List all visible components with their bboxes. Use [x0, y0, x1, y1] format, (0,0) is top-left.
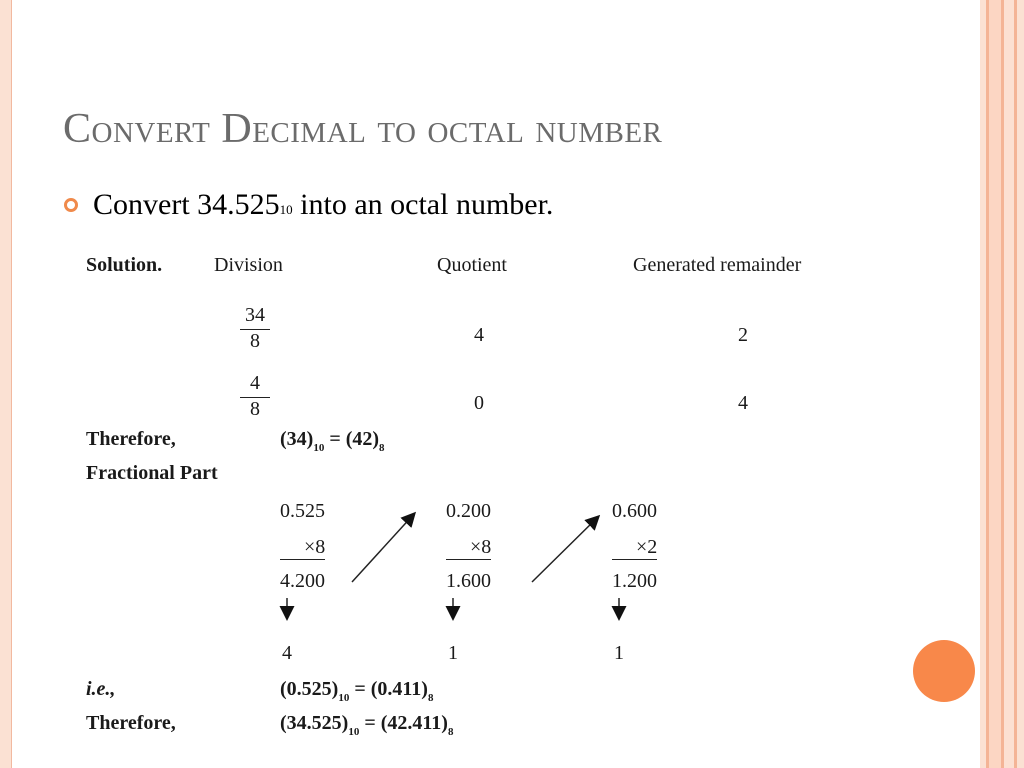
frac-mult-3: ×2 [612, 536, 657, 560]
question-text: Convert 34.52510 into an octal number. [93, 188, 554, 221]
frac-value-2: 0.200 [446, 500, 491, 522]
frac-result-2: 1.600 [446, 570, 491, 592]
therefore-label-1: Therefore, [86, 428, 176, 450]
division-fraction-2: $\frac{4}{8}$ [240, 372, 270, 421]
remainder-2: 4 [738, 392, 748, 414]
frac-digit-1: 4 [282, 642, 292, 664]
diag-arrow-2 [532, 517, 598, 582]
solution-label: Solution. [86, 254, 163, 276]
quotient-2: 0 [474, 392, 484, 414]
decorative-orange-circle [913, 640, 975, 702]
frac-value-3: 0.600 [612, 500, 657, 522]
frac-value-1: 0.525 [280, 500, 325, 522]
remainder-1: 2 [738, 324, 748, 346]
frac-digit-2: 1 [448, 642, 458, 664]
header-remainder: Generated remainder [633, 254, 802, 276]
fractional-part-label: Fractional Part [86, 462, 218, 484]
frac-result-1: 4.200 [280, 570, 325, 592]
division-fraction-1: $\frac{34}{8}$ [240, 304, 270, 353]
diag-arrow-1 [352, 514, 414, 582]
ie-equation: $(0.525)_{10} = (0.411)_8$ [280, 678, 434, 704]
therefore-label-2: Therefore, [86, 712, 176, 734]
ie-label: i.e., [86, 678, 116, 700]
header-division: Division [214, 254, 283, 276]
frac-result-3: 1.200 [612, 570, 657, 592]
header-quotient: Quotient [437, 254, 507, 276]
frac-mult-2: ×8 [446, 536, 491, 560]
quotient-1: 4 [474, 324, 484, 346]
frac-mult-1: ×8 [280, 536, 325, 560]
slide-title: Convert Decimal to octal number [63, 106, 663, 152]
frac-digit-3: 1 [614, 642, 624, 664]
therefore-equation-1: $(34)_{10} = (42)_8$ [280, 428, 385, 454]
therefore-equation-2: $(34.525)_{10} = (42.411)_8$ [280, 712, 454, 738]
